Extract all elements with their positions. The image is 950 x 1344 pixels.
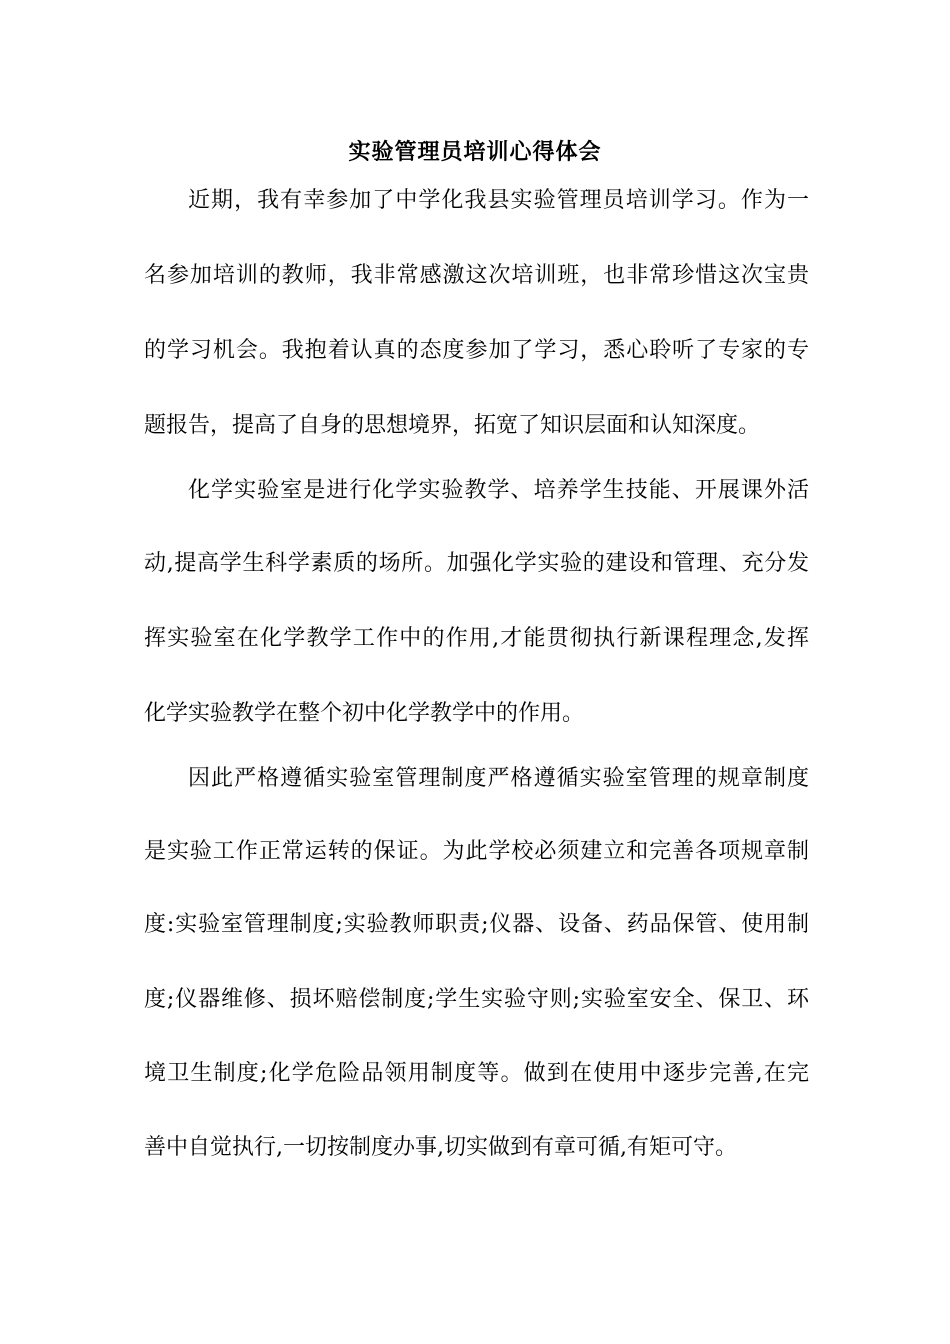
paragraph-2-line-1: 化学实验室是进行化学实验教学、培养学生技能、开展课外活 — [188, 478, 809, 503]
paragraph-3-line-2: 是实验工作正常运转的保证。为此学校必须建立和完善各项规章制 — [144, 839, 809, 864]
paragraph-2-line-3: 挥实验室在化学教学工作中的作用,才能贯彻执行新课程理念,发挥 — [144, 626, 809, 651]
paragraph-2-line-2: 动,提高学生科学素质的场所。加强化学实验的建设和管理、充分发 — [144, 551, 809, 576]
paragraph-1-line-4: 题报告，提高了自身的思想境界，拓宽了知识层面和认知深度。 — [144, 413, 761, 438]
document-title: 实验管理员培训心得体会 — [348, 139, 602, 165]
paragraph-1-line-3: 的学习机会。我抱着认真的态度参加了学习，悉心聆听了专家的专 — [144, 338, 809, 363]
paragraph-3-line-1: 因此严格遵循实验室管理制度严格遵循实验室管理的规章制度 — [188, 766, 809, 791]
paragraph-3-line-3: 度:实验室管理制度;实验教师职责;仪器、设备、药品保管、使用制 — [144, 912, 809, 937]
paragraph-1-line-2: 名参加培训的教师，我非常感激这次培训班，也非常珍惜这次宝贵 — [144, 263, 809, 288]
paragraph-3-line-5: 境卫生制度;化学危险品领用制度等。做到在使用中逐步完善,在完 — [144, 1061, 809, 1086]
paragraph-3-line-4: 度;仪器维修、损坏赔偿制度;学生实验守则;实验室安全、保卫、环 — [144, 987, 809, 1012]
paragraph-3-line-6: 善中自觉执行,一切按制度办事,切实做到有章可循,有矩可守。 — [144, 1135, 737, 1160]
paragraph-2-line-4: 化学实验教学在整个初中化学教学中的作用。 — [144, 701, 585, 726]
paragraph-1-line-1: 近期，我有幸参加了中学化我县实验管理员培训学习。作为一 — [188, 188, 809, 213]
